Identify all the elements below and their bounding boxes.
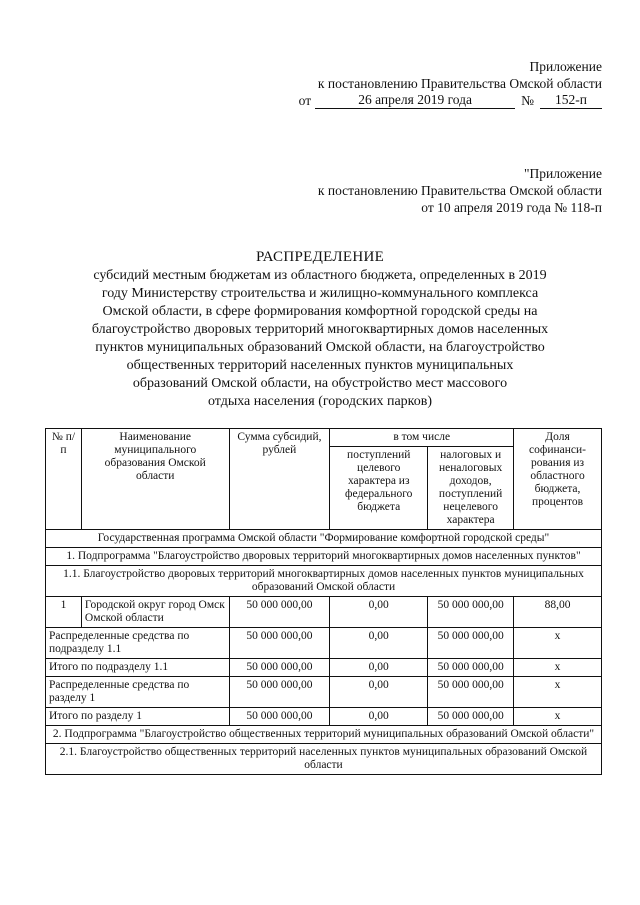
section-row xyxy=(46,566,602,597)
header-tax: налоговых и неналоговых доходов, поступлений нецелевого характера xyxy=(428,447,514,530)
original-appendix-date-line: от 10 апреля 2019 года № 118-п xyxy=(421,200,602,215)
cell-name: Итого по разделу 1 xyxy=(46,708,230,726)
cell-sum: 50 000 000,00 xyxy=(229,628,330,659)
cell-sum: 50 000 000,00 xyxy=(229,677,330,708)
header-including: в том числе xyxy=(330,429,514,447)
table-row xyxy=(46,628,602,659)
document-heading xyxy=(60,248,580,411)
distribution-table xyxy=(45,428,602,775)
heading-title: РАСПРЕДЕЛЕНИЕ xyxy=(255,249,385,265)
cell-federal: 0,00 xyxy=(330,708,428,726)
subprogram-title: 2. Подпрограмма "Благоустройство общественных территорий муниципальных образований Омской области" xyxy=(46,726,602,744)
heading-line: году Министерству строительства и жилищно-коммунального комплекса xyxy=(101,286,539,301)
table-row xyxy=(46,597,602,628)
from-label: от xyxy=(298,93,312,108)
heading-line: образований Омской области, на обустройство мест массового xyxy=(132,376,508,391)
heading-line: пунктов муниципальных образований Омской области, на благоустройство xyxy=(95,340,545,355)
section-title: 1.1. Благоустройство дворовых территорий многоквартирных домов населенных пунктов муниципальных образований Омской области xyxy=(46,566,602,597)
cell-sum: 50 000 000,00 xyxy=(229,659,330,677)
header-sum: Сумма субсидий, рублей xyxy=(229,429,330,530)
cell-share: x xyxy=(514,708,602,726)
heading-line: благоустройство дворовых территорий многоквартирных домов населенных xyxy=(91,322,549,337)
heading-line: общественных территорий населенных пунктов муниципальных xyxy=(126,358,514,373)
cell-tax: 50 000 000,00 xyxy=(428,708,514,726)
program-row xyxy=(46,530,602,548)
subprogram-title: 1. Подпрограмма "Благоустройство дворовых территорий многоквартирных домов населенных пунктов" xyxy=(46,548,602,566)
table-header-row xyxy=(46,429,602,447)
table-row xyxy=(46,677,602,708)
header-share: Доля софинанси-рования из областного бюджета, процентов xyxy=(514,429,602,530)
table-row xyxy=(46,659,602,677)
cell-sum: 50 000 000,00 xyxy=(229,708,330,726)
cell-share: x xyxy=(514,628,602,659)
cell-share: x xyxy=(514,677,602,708)
section-title: 2.1. Благоустройство общественных территорий населенных пунктов муниципальных образований Омской области xyxy=(46,744,602,775)
appendix-title: Приложение xyxy=(529,59,602,74)
cell-name: Распределенные средства по подразделу 1.1 xyxy=(46,628,230,659)
cell-tax: 50 000 000,00 xyxy=(428,659,514,677)
cell-federal: 0,00 xyxy=(330,597,428,628)
cell-share: 88,00 xyxy=(514,597,602,628)
cell-federal: 0,00 xyxy=(330,677,428,708)
cell-share: x xyxy=(514,659,602,677)
resolution-number: 152-п xyxy=(540,92,602,109)
number-label: № xyxy=(521,93,534,108)
cell-name: Городской округ город Омск Омской области xyxy=(81,597,229,628)
cell-federal: 0,00 xyxy=(330,659,428,677)
appendix-header xyxy=(299,58,602,109)
appendix-date-line xyxy=(299,92,602,109)
header-name: Наименование муниципального образования Омской области xyxy=(81,429,229,530)
table-row xyxy=(46,708,602,726)
appendix-resolution-line: к постановлению Правительства Омской области xyxy=(317,76,602,91)
section-row xyxy=(46,744,602,775)
cell-num: 1 xyxy=(46,597,82,628)
heading-line: Омской области, в сфере формирования комфортной городской среды на xyxy=(102,304,538,319)
program-title: Государственная программа Омской области "Формирование комфортной городской среды" xyxy=(46,530,602,548)
cell-tax: 50 000 000,00 xyxy=(428,628,514,659)
resolution-date: 26 апреля 2019 года xyxy=(315,92,515,109)
subprogram-row xyxy=(46,548,602,566)
heading-line: отдыха населения (городских парков) xyxy=(207,394,433,409)
original-appendix-header xyxy=(318,165,602,216)
original-appendix-title: "Приложение xyxy=(524,166,602,181)
header-federal: поступлений целевого характера из федерального бюджета xyxy=(330,447,428,530)
header-num: № п/п xyxy=(46,429,82,530)
cell-tax: 50 000 000,00 xyxy=(428,597,514,628)
cell-tax: 50 000 000,00 xyxy=(428,677,514,708)
cell-name: Распределенные средства по разделу 1 xyxy=(46,677,230,708)
original-appendix-resolution-line: к постановлению Правительства Омской области xyxy=(317,183,602,198)
cell-federal: 0,00 xyxy=(330,628,428,659)
cell-name: Итого по подразделу 1.1 xyxy=(46,659,230,677)
cell-sum: 50 000 000,00 xyxy=(229,597,330,628)
subprogram-row xyxy=(46,726,602,744)
heading-line: субсидий местным бюджетам из областного бюджета, определенных в 2019 xyxy=(93,268,547,283)
